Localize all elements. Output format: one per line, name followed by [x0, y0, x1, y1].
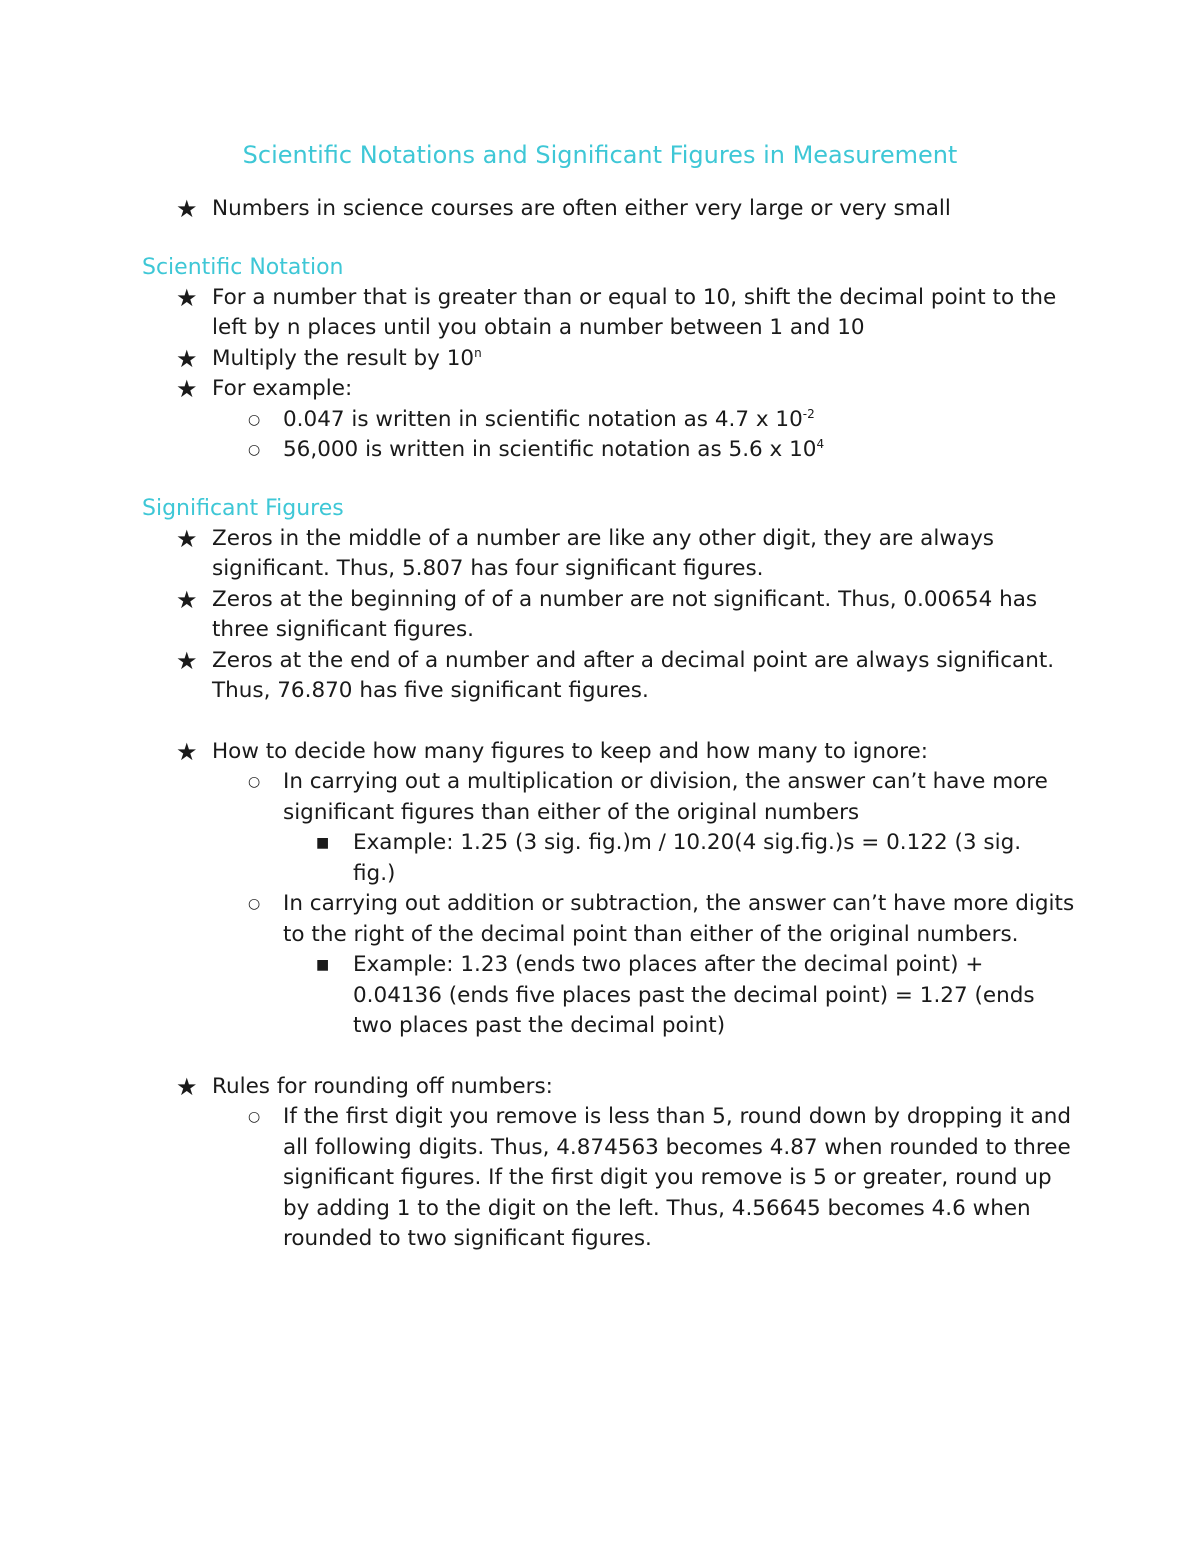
list-item — [0, 737, 1080, 768]
circle-bullet-icon: ○ — [248, 896, 261, 912]
list-item-text: Example: 1.25 (3 sig. fig.)m / 10.20(4 sig.fig.)s = 0.122 (3 sig. fig.) — [353, 830, 1022, 886]
list-item-text: If the first digit you remove is less than 5, round down by dropping it and all following digits. Thus, 4.874563 becomes 4.87 when rounded to three significant figures. If the first digit you remove is 5 or greater, round up by adding 1 to the digit on the left. Thus, 4.56645 becomes 4.6 when rounded to two significant figures. — [283, 1104, 1072, 1251]
spacer — [0, 225, 1200, 253]
list-item — [0, 344, 1080, 375]
list-item-text: In carrying out addition or subtraction, the answer can’t have more digits to the right of the decimal point than either of the original numbers. — [283, 891, 1075, 947]
square-bullet-icon: ■ — [316, 957, 330, 973]
star-bullet-icon: ★ — [176, 195, 198, 223]
list-item — [0, 889, 1075, 950]
list-item-text: Zeros at the end of a number and after a decimal point are always significant. Thus, 76.870 has five significant figures. — [212, 647, 1055, 703]
square-bullet-icon: ■ — [316, 835, 330, 851]
list-item — [0, 405, 1075, 436]
intro-bullet — [0, 194, 1080, 225]
list-item-text: 0.047 is written in scientific notation as 4.7 x 10 — [283, 406, 803, 432]
spacer — [0, 466, 1200, 494]
section-heading-significant-figures: Significant Figures — [142, 495, 344, 521]
spacer — [0, 707, 1200, 737]
list-item-text: For a number that is greater than or equal to 10, shift the decimal point to the left by n places until you obtain a number between 1 and 10 — [212, 284, 1057, 340]
star-bullet-icon: ★ — [176, 344, 198, 373]
list-item — [0, 950, 1068, 1042]
star-bullet-icon: ★ — [176, 585, 198, 614]
document-title: Scientific Notations and Significant Figures in Measurement — [242, 141, 958, 169]
star-bullet-icon: ★ — [176, 375, 198, 403]
list-item — [0, 283, 1080, 344]
exponent: -2 — [802, 406, 815, 421]
list-item-text: Zeros at the beginning of of a number are not significant. Thus, 0.00654 has three significant figures. — [212, 586, 1038, 642]
intro-text: Numbers in science courses are often either very large or very small — [212, 196, 951, 221]
list-item — [0, 374, 1080, 405]
section-heading-scientific-notation: Scientific Notation — [142, 254, 344, 280]
exponent: 4 — [816, 436, 825, 451]
list-item — [0, 646, 1080, 707]
list-item-text: Multiply the result by 10 — [212, 345, 475, 371]
circle-bullet-icon: ○ — [248, 774, 261, 790]
list-item-text: In carrying out a multiplication or division, the answer can’t have more significant figures than either of the original numbers — [283, 769, 1048, 825]
list-item — [0, 767, 1075, 828]
list-item-text: Zeros in the middle of a number are like any other digit, they are always significant. Thus, 5.807 has four significant figures. — [212, 525, 995, 581]
star-bullet-icon: ★ — [176, 1072, 198, 1101]
list-item — [0, 828, 1068, 889]
spacer — [0, 1042, 1200, 1072]
list-item — [0, 585, 1080, 646]
star-bullet-icon: ★ — [176, 524, 198, 553]
star-bullet-icon: ★ — [176, 737, 198, 766]
list-item-text: Example: 1.23 (ends two places after the decimal point) + 0.04136 (ends five places past the decimal point) = 1.27 (ends two places past the decimal point) — [353, 952, 1035, 1038]
list-item — [0, 435, 1075, 466]
list-item — [0, 1072, 1080, 1103]
list-item-text: For example: — [212, 376, 353, 401]
list-item — [0, 524, 1080, 585]
circle-bullet-icon: ○ — [248, 411, 261, 428]
exponent: n — [474, 345, 482, 360]
circle-bullet-icon: ○ — [248, 1109, 261, 1125]
list-item-text: Rules for rounding off numbers: — [212, 1073, 553, 1099]
circle-bullet-icon: ○ — [248, 442, 261, 458]
list-item-text: How to decide how many figures to keep and how many to ignore: — [212, 738, 928, 764]
list-item — [0, 1102, 1075, 1255]
star-bullet-icon: ★ — [176, 646, 198, 675]
star-bullet-icon: ★ — [176, 283, 198, 312]
list-item-text: 56,000 is written in scientific notation as 5.6 x 10 — [283, 437, 817, 462]
